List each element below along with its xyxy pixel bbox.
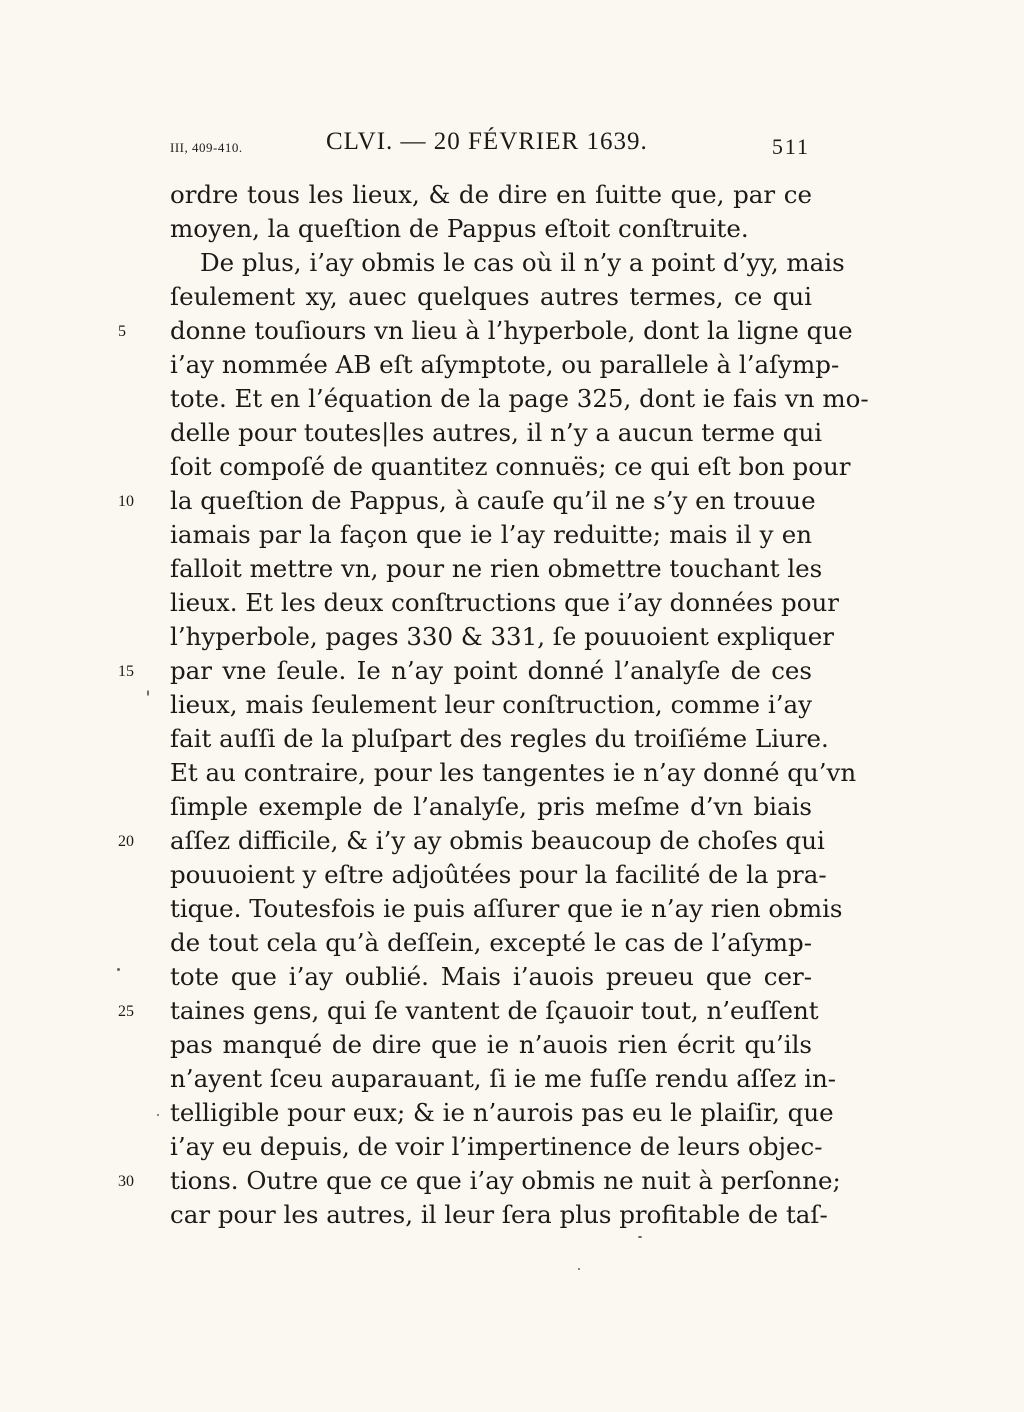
line-number: 20	[118, 833, 134, 850]
text-line: ordre tous les lieux, & de dire en ſuitte que, par ce	[170, 180, 812, 209]
text-line: iamais par la façon que ie l’ay reduitte; mais il y en	[170, 520, 812, 549]
text-line: i’ay nommée AB eſt aſymptote, ou parallele à l’aſymp-	[170, 350, 840, 379]
text-line: pas manqué de dire que ie n’auois rien écrit qu’ils	[170, 1030, 812, 1059]
line-number: 15	[118, 663, 134, 680]
page-number: 511	[771, 134, 810, 159]
text-line: ſeulement xy, auec quelques autres termes, ce qui	[170, 282, 812, 311]
text-line: tote. Et en l’équation de la page 325, dont ie fais vn mo-	[170, 384, 869, 413]
line-number: 5	[118, 323, 126, 340]
text-line: tique. Toutesfois ie puis aſſurer que ie n’ay rien obmis	[170, 894, 843, 923]
text-line: car pour les autres, il leur ſera plus profitable de taſ-	[170, 1200, 828, 1229]
text-line: falloit mettre vn, pour ne rien obmettre touchant les	[170, 554, 823, 583]
text-line: De plus, i’ay obmis le cas où il n’y a point d’yy, mais	[200, 248, 845, 277]
text-line: telligible pour eux; & ie n’aurois pas eu le plaiſir, que	[170, 1098, 834, 1127]
text-line: par vne ſeule. Ie n’ay point donné l’analyſe de ces	[170, 656, 812, 685]
text-line: delle pour toutes|les autres, il n’y a aucun terme qui	[170, 418, 823, 447]
text-line: pouuoient y eſtre adjoûtées pour la facilité de la pra-	[170, 860, 827, 889]
text-line: l’hyperbole, pages 330 & 331, ſe pouuoient expliquer	[170, 622, 834, 651]
text-line: donne touſiours vn lieu à l’hyperbole, dont la ligne que	[170, 316, 853, 345]
text-line: lieux, mais ſeulement leur conſtruction, comme i’ay	[170, 690, 812, 719]
text-line: tions. Outre que ce que i’ay obmis ne nuit à perſonne;	[170, 1166, 841, 1195]
text-line: tote que i’ay oublié. Mais i’auois preueu que cer-	[170, 962, 812, 991]
paper-speck	[578, 1268, 580, 1270]
paper-speck	[638, 1236, 642, 1238]
paper-speck	[157, 1114, 159, 1116]
line-number: 30	[118, 1173, 134, 1190]
line-number: 25	[118, 1003, 134, 1020]
text-line: Et au contraire, pour les tangentes ie n’ay donné qu’vn	[170, 758, 857, 787]
text-line: moyen, la queſtion de Pappus eſtoit conſtruite.	[170, 214, 749, 243]
text-line: de tout cela qu’à deſſein, excepté le cas de l’aſymp-	[170, 928, 812, 957]
text-line: lieux. Et les deux conſtructions que i’ay données pour	[170, 588, 839, 617]
text-line: la queſtion de Pappus, à cauſe qu’il ne s’y en trouue	[170, 486, 816, 515]
volume-reference: III, 409-410.	[170, 140, 243, 155]
text-line: taines gens, qui ſe vantent de ſçauoir tout, n’euſſent	[170, 996, 819, 1025]
text-line: i’ay eu depuis, de voir l’impertinence de leurs objec-	[170, 1132, 823, 1161]
line-number: 10	[118, 493, 134, 510]
text-line: ſimple exemple de l’analyſe, pris meſme d’vn biais	[170, 792, 812, 821]
letter-heading: CLVI. — 20 FÉVRIER 1639.	[326, 128, 648, 155]
text-line: n’ayent ſceu auparauant, ſi ie me fuſſe rendu aſſez in-	[170, 1064, 837, 1093]
paper-speck	[147, 690, 149, 696]
running-head	[170, 128, 810, 168]
text-line: ſoit compoſé de quantitez connuës; ce qui eſt bon pour	[170, 452, 851, 481]
text-line: fait auſſi de la pluſpart des regles du troiſiéme Liure.	[170, 724, 829, 753]
text-line: aſſez difficile, & i’y ay obmis beaucoup de choſes qui	[170, 826, 825, 855]
paper-speck	[117, 968, 120, 971]
